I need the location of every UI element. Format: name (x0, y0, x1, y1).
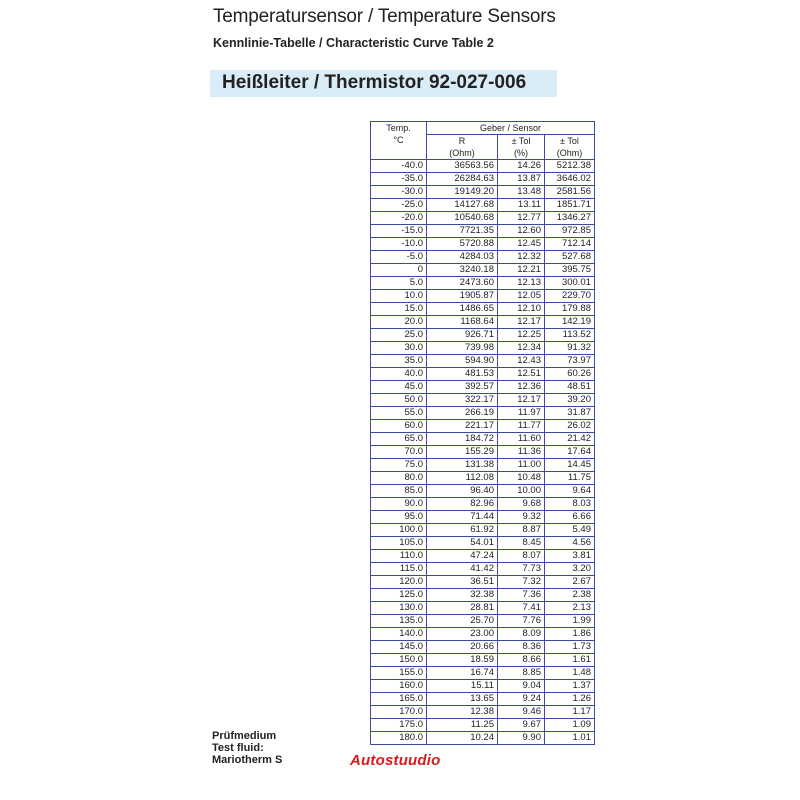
temp-cell: 160.0 (371, 680, 427, 693)
resistance-cell: 131.38 (427, 459, 498, 472)
resistance-cell: 926.71 (427, 329, 498, 342)
resistance-cell: 16.74 (427, 667, 498, 680)
header-tolerance-ohm-unit: (Ohm) (556, 148, 583, 158)
temp-cell: 165.0 (371, 693, 427, 706)
tolerance-percent-cell: 12.05 (498, 290, 545, 303)
temp-cell: 180.0 (371, 732, 427, 745)
table-row (371, 381, 595, 394)
temp-cell: 105.0 (371, 537, 427, 550)
tolerance-ohm-cell: 4.56 (545, 537, 595, 550)
table-row (371, 459, 595, 472)
resistance-cell: 184.72 (427, 433, 498, 446)
temp-cell: 135.0 (371, 615, 427, 628)
temp-cell: 35.0 (371, 355, 427, 368)
tolerance-ohm-cell: 48.51 (545, 381, 595, 394)
resistance-cell: 61.92 (427, 524, 498, 537)
table-row (371, 199, 595, 212)
tolerance-percent-cell: 11.77 (498, 420, 545, 433)
resistance-cell: 36563.56 (427, 160, 498, 173)
resistance-cell: 7721.35 (427, 225, 498, 238)
tolerance-percent-cell: 12.60 (498, 225, 545, 238)
tolerance-percent-cell: 10.00 (498, 485, 545, 498)
resistance-cell: 36.51 (427, 576, 498, 589)
tolerance-ohm-cell: 1.48 (545, 667, 595, 680)
temp-cell: 5.0 (371, 277, 427, 290)
tolerance-percent-cell: 12.13 (498, 277, 545, 290)
temp-cell: 55.0 (371, 407, 427, 420)
resistance-cell: 10.24 (427, 732, 498, 745)
tolerance-ohm-cell: 60.26 (545, 368, 595, 381)
tolerance-percent-cell: 9.04 (498, 680, 545, 693)
table-row (371, 498, 595, 511)
tolerance-percent-cell: 8.87 (498, 524, 545, 537)
resistance-cell: 32.38 (427, 589, 498, 602)
table-row (371, 264, 595, 277)
temp-cell: 60.0 (371, 420, 427, 433)
tolerance-percent-cell: 12.43 (498, 355, 545, 368)
characteristic-curve-table (370, 121, 595, 745)
resistance-cell: 11.25 (427, 719, 498, 732)
resistance-cell: 322.17 (427, 394, 498, 407)
temp-cell: 115.0 (371, 563, 427, 576)
tolerance-ohm-cell: 2.38 (545, 589, 595, 602)
watermark: Autostuudio (350, 752, 441, 769)
resistance-cell: 1486.65 (427, 303, 498, 316)
table-row (371, 615, 595, 628)
tolerance-ohm-cell: 1.73 (545, 641, 595, 654)
temp-cell: -30.0 (371, 186, 427, 199)
header-temp-unit: °C (393, 135, 404, 145)
table-row (371, 212, 595, 225)
table-row (371, 563, 595, 576)
resistance-cell: 1905.87 (427, 290, 498, 303)
resistance-cell: 18.59 (427, 654, 498, 667)
tolerance-percent-cell: 12.17 (498, 316, 545, 329)
tolerance-ohm-cell: 2.67 (545, 576, 595, 589)
tolerance-ohm-cell: 17.64 (545, 446, 595, 459)
temp-cell: 110.0 (371, 550, 427, 563)
table-row (371, 368, 595, 381)
temp-cell: -35.0 (371, 173, 427, 186)
table-row (371, 524, 595, 537)
table-row (371, 511, 595, 524)
table-row (371, 355, 595, 368)
tolerance-ohm-cell: 395.75 (545, 264, 595, 277)
tolerance-percent-cell: 12.32 (498, 251, 545, 264)
tolerance-percent-cell: 9.46 (498, 706, 545, 719)
temp-cell: 75.0 (371, 459, 427, 472)
tolerance-percent-cell: 7.36 (498, 589, 545, 602)
resistance-cell: 47.24 (427, 550, 498, 563)
table-row (371, 251, 595, 264)
tolerance-percent-cell: 8.85 (498, 667, 545, 680)
tolerance-percent-cell: 12.10 (498, 303, 545, 316)
temp-cell: 30.0 (371, 342, 427, 355)
tolerance-ohm-cell: 26.02 (545, 420, 595, 433)
table-row (371, 407, 595, 420)
tolerance-ohm-cell: 142.19 (545, 316, 595, 329)
tolerance-percent-cell: 8.45 (498, 537, 545, 550)
resistance-cell: 71.44 (427, 511, 498, 524)
tolerance-percent-cell: 9.24 (498, 693, 545, 706)
tolerance-ohm-cell: 11.75 (545, 472, 595, 485)
tolerance-ohm-cell: 3646.02 (545, 173, 595, 186)
tolerance-ohm-cell: 1.26 (545, 693, 595, 706)
tolerance-ohm-cell: 3.81 (545, 550, 595, 563)
temp-cell: 45.0 (371, 381, 427, 394)
table-row (371, 433, 595, 446)
tolerance-percent-cell: 11.00 (498, 459, 545, 472)
tolerance-percent-cell: 9.32 (498, 511, 545, 524)
table-row (371, 238, 595, 251)
resistance-cell: 739.98 (427, 342, 498, 355)
table-row (371, 693, 595, 706)
tolerance-percent-cell: 7.73 (498, 563, 545, 576)
table-row (371, 303, 595, 316)
table-row (371, 641, 595, 654)
resistance-cell: 19149.20 (427, 186, 498, 199)
resistance-cell: 54.01 (427, 537, 498, 550)
temp-cell: 65.0 (371, 433, 427, 446)
tolerance-percent-cell: 8.09 (498, 628, 545, 641)
table-header (371, 122, 595, 160)
temp-cell: 145.0 (371, 641, 427, 654)
test-fluid-name: Mariotherm S (212, 754, 283, 766)
test-fluid-note (212, 730, 282, 766)
temp-cell: 0 (371, 264, 427, 277)
tolerance-percent-cell: 7.76 (498, 615, 545, 628)
resistance-cell: 481.53 (427, 368, 498, 381)
resistance-cell: 112.08 (427, 472, 498, 485)
temp-cell: 150.0 (371, 654, 427, 667)
tolerance-percent-cell: 11.36 (498, 446, 545, 459)
header-resistance (427, 135, 498, 160)
tolerance-ohm-cell: 1.86 (545, 628, 595, 641)
temp-cell: 95.0 (371, 511, 427, 524)
resistance-cell: 12.38 (427, 706, 498, 719)
tolerance-percent-cell: 7.32 (498, 576, 545, 589)
table-row (371, 186, 595, 199)
header-tolerance-ohm (545, 135, 595, 160)
temp-cell: -20.0 (371, 212, 427, 225)
temp-cell: 155.0 (371, 667, 427, 680)
tolerance-ohm-cell: 1.17 (545, 706, 595, 719)
table-row (371, 225, 595, 238)
table-row (371, 446, 595, 459)
table-row (371, 667, 595, 680)
tolerance-ohm-cell: 73.97 (545, 355, 595, 368)
header-temp (371, 122, 427, 160)
tolerance-percent-cell: 13.87 (498, 173, 545, 186)
table-row (371, 472, 595, 485)
temp-cell: 15.0 (371, 303, 427, 316)
temp-cell: 40.0 (371, 368, 427, 381)
tolerance-ohm-cell: 1.37 (545, 680, 595, 693)
tolerance-ohm-cell: 14.45 (545, 459, 595, 472)
temp-cell: 170.0 (371, 706, 427, 719)
header-tolerance-percent (498, 135, 545, 160)
test-fluid-label-en: Test fluid: (212, 742, 264, 754)
table-row (371, 329, 595, 342)
tolerance-ohm-cell: 113.52 (545, 329, 595, 342)
table-row (371, 160, 595, 173)
temp-cell: 25.0 (371, 329, 427, 342)
temp-cell: 120.0 (371, 576, 427, 589)
test-fluid-label-de: Prüfmedium (212, 730, 277, 742)
table-row (371, 719, 595, 732)
resistance-cell: 96.40 (427, 485, 498, 498)
resistance-cell: 594.90 (427, 355, 498, 368)
table-row (371, 550, 595, 563)
tolerance-percent-cell: 12.51 (498, 368, 545, 381)
resistance-cell: 155.29 (427, 446, 498, 459)
temp-cell: 10.0 (371, 290, 427, 303)
resistance-cell: 25.70 (427, 615, 498, 628)
temp-cell: -5.0 (371, 251, 427, 264)
tolerance-ohm-cell: 229.70 (545, 290, 595, 303)
resistance-cell: 10540.68 (427, 212, 498, 225)
table-row (371, 394, 595, 407)
tolerance-percent-cell: 14.26 (498, 160, 545, 173)
resistance-cell: 41.42 (427, 563, 498, 576)
tolerance-ohm-cell: 21.42 (545, 433, 595, 446)
tolerance-ohm-cell: 5212.38 (545, 160, 595, 173)
product-banner-label: Heißleiter / Thermistor 92-027-006 (222, 72, 527, 93)
tolerance-ohm-cell: 1346.27 (545, 212, 595, 225)
resistance-cell: 392.57 (427, 381, 498, 394)
tolerance-ohm-cell: 2.13 (545, 602, 595, 615)
table-row (371, 680, 595, 693)
temp-cell: 140.0 (371, 628, 427, 641)
tolerance-ohm-cell: 39.20 (545, 394, 595, 407)
temp-cell: 50.0 (371, 394, 427, 407)
table-row (371, 485, 595, 498)
tolerance-percent-cell: 12.25 (498, 329, 545, 342)
temp-cell: 130.0 (371, 602, 427, 615)
resistance-cell: 2473.60 (427, 277, 498, 290)
tolerance-ohm-cell: 31.87 (545, 407, 595, 420)
tolerance-ohm-cell: 6.66 (545, 511, 595, 524)
temp-cell: 70.0 (371, 446, 427, 459)
tolerance-ohm-cell: 1.01 (545, 732, 595, 745)
resistance-cell: 5720.88 (427, 238, 498, 251)
temp-cell: 125.0 (371, 589, 427, 602)
tolerance-percent-cell: 12.34 (498, 342, 545, 355)
tolerance-ohm-cell: 1.09 (545, 719, 595, 732)
tolerance-percent-cell: 12.17 (498, 394, 545, 407)
tolerance-percent-cell: 11.60 (498, 433, 545, 446)
temp-cell: 20.0 (371, 316, 427, 329)
resistance-cell: 15.11 (427, 680, 498, 693)
table-row (371, 654, 595, 667)
temp-cell: 80.0 (371, 472, 427, 485)
resistance-cell: 13.65 (427, 693, 498, 706)
header-sensor-group: Geber / Sensor (427, 122, 595, 135)
resistance-cell: 26284.63 (427, 173, 498, 186)
tolerance-ohm-cell: 91.32 (545, 342, 595, 355)
tolerance-ohm-cell: 2581.56 (545, 186, 595, 199)
tolerance-percent-cell: 13.48 (498, 186, 545, 199)
table-row (371, 628, 595, 641)
header-temp-label: Temp. (386, 123, 411, 133)
temp-cell: 100.0 (371, 524, 427, 537)
resistance-cell: 221.17 (427, 420, 498, 433)
table-body (371, 160, 595, 745)
resistance-cell: 1168.64 (427, 316, 498, 329)
tolerance-ohm-cell: 972.85 (545, 225, 595, 238)
temp-cell: -25.0 (371, 199, 427, 212)
tolerance-percent-cell: 7.41 (498, 602, 545, 615)
table-row (371, 342, 595, 355)
tolerance-ohm-cell: 1.61 (545, 654, 595, 667)
resistance-cell: 4284.03 (427, 251, 498, 264)
temp-cell: -10.0 (371, 238, 427, 251)
tolerance-ohm-cell: 712.14 (545, 238, 595, 251)
resistance-cell: 266.19 (427, 407, 498, 420)
table-row (371, 602, 595, 615)
page-subtitle: Kennlinie-Tabelle / Characteristic Curve Table 2 (213, 36, 494, 50)
table-row (371, 173, 595, 186)
table-row (371, 420, 595, 433)
table-row (371, 706, 595, 719)
tolerance-percent-cell: 12.36 (498, 381, 545, 394)
temp-cell: 175.0 (371, 719, 427, 732)
resistance-cell: 82.96 (427, 498, 498, 511)
table-row (371, 316, 595, 329)
resistance-cell: 3240.18 (427, 264, 498, 277)
tolerance-ohm-cell: 9.64 (545, 485, 595, 498)
temp-cell: -40.0 (371, 160, 427, 173)
tolerance-percent-cell: 12.21 (498, 264, 545, 277)
table-row (371, 277, 595, 290)
tolerance-ohm-cell: 179.88 (545, 303, 595, 316)
tolerance-ohm-cell: 527.68 (545, 251, 595, 264)
header-tolerance-ohm-label: ± Tol (560, 136, 579, 146)
tolerance-ohm-cell: 300.01 (545, 277, 595, 290)
header-tolerance-percent-unit: (%) (514, 148, 528, 158)
table-row (371, 537, 595, 550)
tolerance-percent-cell: 12.45 (498, 238, 545, 251)
tolerance-ohm-cell: 3.20 (545, 563, 595, 576)
tolerance-percent-cell: 8.07 (498, 550, 545, 563)
table-row (371, 589, 595, 602)
tolerance-ohm-cell: 1.99 (545, 615, 595, 628)
tolerance-percent-cell: 8.36 (498, 641, 545, 654)
tolerance-percent-cell: 13.11 (498, 199, 545, 212)
table-row (371, 732, 595, 745)
header-tolerance-percent-label: ± Tol (511, 136, 531, 146)
temp-cell: 90.0 (371, 498, 427, 511)
product-banner (210, 70, 557, 97)
tolerance-percent-cell: 11.97 (498, 407, 545, 420)
table-row (371, 290, 595, 303)
tolerance-ohm-cell: 1851.71 (545, 199, 595, 212)
tolerance-percent-cell: 9.90 (498, 732, 545, 745)
tolerance-ohm-cell: 8.03 (545, 498, 595, 511)
resistance-cell: 20.66 (427, 641, 498, 654)
resistance-cell: 23.00 (427, 628, 498, 641)
tolerance-percent-cell: 9.68 (498, 498, 545, 511)
resistance-cell: 28.81 (427, 602, 498, 615)
table-row (371, 576, 595, 589)
resistance-cell: 14127.68 (427, 199, 498, 212)
tolerance-percent-cell: 8.66 (498, 654, 545, 667)
temp-cell: -15.0 (371, 225, 427, 238)
temp-cell: 85.0 (371, 485, 427, 498)
tolerance-percent-cell: 12.77 (498, 212, 545, 225)
header-resistance-label: R (458, 136, 466, 146)
tolerance-percent-cell: 10.48 (498, 472, 545, 485)
tolerance-ohm-cell: 5.49 (545, 524, 595, 537)
page-title: Temperatursensor / Temperature Sensors (213, 6, 556, 27)
tolerance-percent-cell: 9.67 (498, 719, 545, 732)
header-resistance-unit: (Ohm) (449, 148, 475, 158)
